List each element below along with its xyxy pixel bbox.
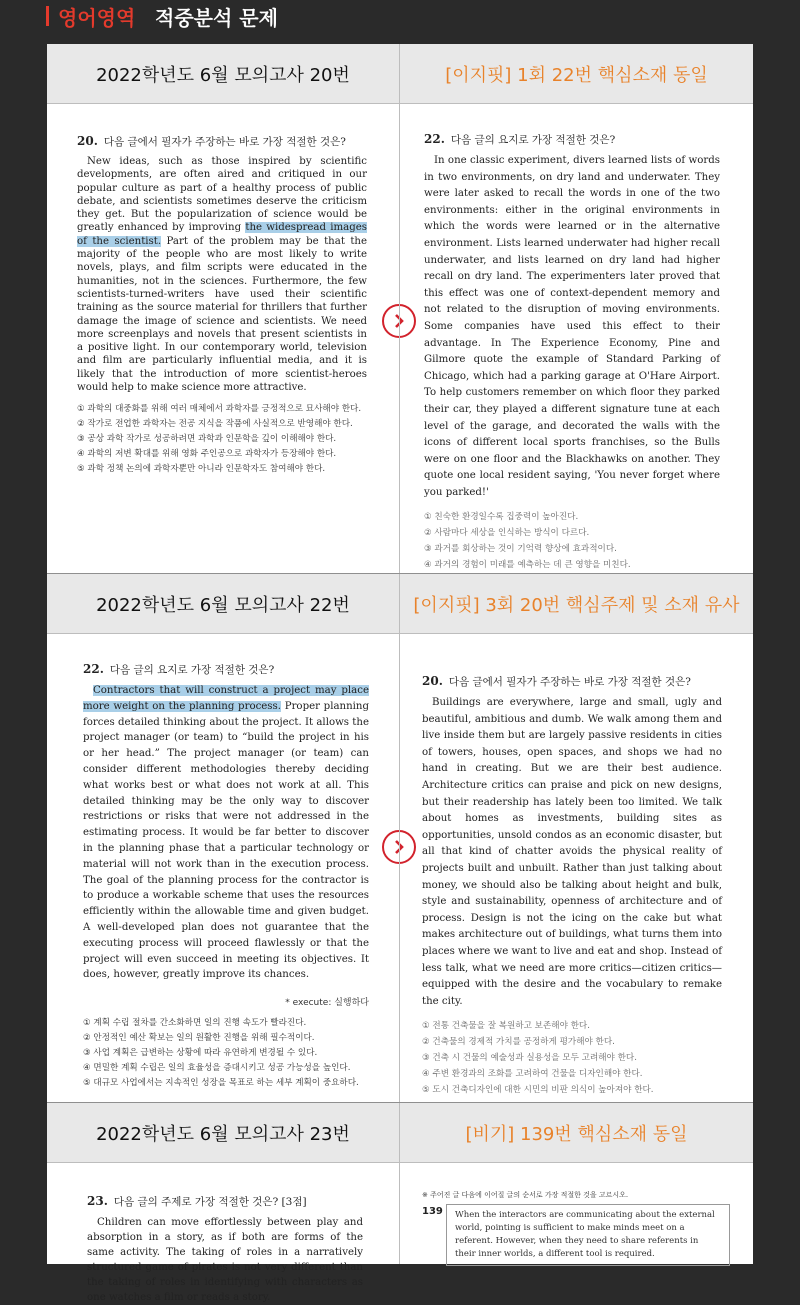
- choice-4: ④ 과학의 저변 확대를 위해 영화 주인공으로 과학자가 등장해야 한다.: [77, 449, 337, 460]
- row3-left-question: [87, 1194, 363, 1303]
- row1-right-header: [이지핏] 1회 22번 핵심소재 동일: [400, 44, 753, 104]
- row1-right-question: [424, 132, 720, 572]
- highlighted-phrase: Contractors that will construct a project may place more weight on the planning process.: [83, 685, 369, 712]
- answer-choices: [77, 402, 367, 477]
- choice-1: ① 계획 수립 절차를 간소화하면 일의 진행 속도가 빨라진다.: [83, 1018, 307, 1029]
- question-heading: 22. 다음 글의 요지로 가장 적절한 것은?: [424, 132, 616, 146]
- question-heading: 20. 다음 글에서 필자가 주장하는 바로 가장 적절한 것은?: [77, 134, 346, 148]
- choice-2: ② 건축물의 경제적 가치를 공정하게 평가해야 한다.: [422, 1037, 615, 1048]
- choice-2: ② 작가로 전업한 과학자는 전공 지식을 작품에 사실적으로 반영해야 한다.: [77, 419, 353, 430]
- instruction-text: ※ 주어진 글 다음에 이어질 글의 순서로 가장 적절한 것을 고르시오.: [422, 1191, 629, 1199]
- choice-2: ② 사람마다 세상을 인식하는 방식이 다르다.: [424, 528, 590, 539]
- question-passage: In one classic experiment, divers learned lists of words in two environments, on dry land and underwater. They were later asked to recall the words in one of the two environments: either in the original environments in which the words were learned or in the alternative environment. Lists learned underwater had higher recall underwater, and lists learned on dry land had higher recall on dry land. The experimenters later proved that this effect was one of context-dependent memory and not related to the disruption of moving environments. Some companies have used this effect to their advantage. In The Experience Economy, Pine and Gilmore quote the example of Standard Parking of Chicago, which had a parking garage at O'Hare Airport. To help customers remember on which floor they parked their car, they played a different signature tune at each level of the garage, and decorated the walls with the icons of different local sports franchises, so the Bulls were on one floor and the Blackhawks on another. They quote one local resident saying, 'You never forget where you parked!': [424, 155, 720, 498]
- row2-right-question: [422, 674, 722, 1104]
- choice-3: ③ 사업 계획은 급변하는 상황에 따라 유연하게 변경될 수 있다.: [83, 1048, 318, 1059]
- choice-1: ① 전통 건축물을 잘 복원하고 보존해야 한다.: [422, 1021, 590, 1032]
- row3-right-header: [비기] 139번 핵심소재 동일: [400, 1103, 753, 1163]
- question-passage: New ideas, such as those inspired by scientific developments, are often aired and critiqued in our popular culture as part of a healthy process of public debate, and scientists sometimes deserve the criticism they get. But the popularization of science would be greatly enhanced by improving the widespread images of the scientist. Part of the problem may be that the majority of the people who are most likely to write novels, plays, and film scripts were educated in the humanities, not in the sciences. Furthermore, the few scientists-turned-writers have used their scientific training as the source material for thrillers that further damage the image of science and scientists. We need more screenplays and novels that present scientists in a positive light. In our contemporary world, television and film are particularly influential media, and it is likely that the introduction of more scientist-heroes would help to make science more attractive.: [77, 156, 368, 394]
- row1-left-header: 2022학년도 6월 모의고사 20번: [47, 44, 399, 104]
- row2-right-header: [이지핏] 3회 20번 핵심주제 및 소재 유사: [400, 574, 753, 634]
- question-passage: Children can move effortlessly between play and absorption in a story, as if both are forms of the same activity. The taking of roles in a narratively structured game of pirates is not very different than the taking of roles in identifying with characters as one watches a film or reads a story.: [87, 1217, 363, 1303]
- page-header: [0, 0, 800, 44]
- column-divider: [399, 574, 400, 1102]
- highlighted-phrase: the widespread images of the scientist.: [77, 222, 368, 247]
- column-divider: [399, 1103, 400, 1264]
- question-heading: 20. 다음 글에서 필자가 주장하는 바로 가장 적절한 것은?: [422, 674, 691, 688]
- answer-choices: [83, 1016, 369, 1091]
- choice-1: ① 친숙한 환경일수록 집중력이 높아진다.: [424, 512, 579, 523]
- title-accent-bar: [46, 6, 49, 26]
- row3-left-header: 2022학년도 6월 모의고사 23번: [47, 1103, 399, 1163]
- row2-left-header: 2022학년도 6월 모의고사 22번: [47, 574, 399, 634]
- choice-1: ① 과학의 대중화를 위해 여러 매체에서 과학자를 긍정적으로 묘사해야 한다.: [77, 404, 362, 415]
- question-number: 139: [422, 1206, 443, 1217]
- row2-left-question: [83, 662, 369, 1102]
- choice-4: ④ 과거의 경험이 미래를 예측하는 데 큰 영향을 미친다.: [424, 560, 631, 571]
- question-passage: Buildings are everywhere, large and small, ugly and beautiful, ambitious and dumb. We walk among them and live inside them but are largely passive residents in cities of towers, houses, open spaces, and shops we had no hand in creating. But we are their best audience. Architecture critics can praise and pick on new designs, but their readership has lately been too limited. We talk about homes as investments, building sites as opportunities, unsold condos as an economic disaster, but all that kind of chatter avoids the physical reality of projects built and unbuilt. Rather than just talking about money, we should also be talking about height and bulk, style and sustainability, openness of architecture and of process. Design is not the icing on the cake but what makes architecture out of buildings, what turns them into places where we want to live and eat and shop. Instead of less talk, what we need are more critics—citizen critics—equipped with the desire and the vocabulary to remake the city.: [422, 697, 722, 1007]
- choice-5: ⑤ 대규모 사업에서는 지속적인 성장을 목표로 하는 세부 계획이 중요하다.: [83, 1078, 359, 1089]
- choice-4: ④ 면밀한 계획 수립은 일의 효율성을 증대시키고 성공 가능성을 높인다.: [83, 1063, 351, 1074]
- choice-3: ③ 과거를 회상하는 것이 기억력 향상에 효과적이다.: [424, 544, 617, 555]
- choice-5: ⑤ 도시 건축디자인에 대한 시민의 비판 의식이 높아져야 한다.: [422, 1085, 654, 1096]
- answer-choices: [422, 1018, 722, 1098]
- page-title: 적중분석 문제: [155, 6, 278, 30]
- choice-5: ⑤ 과학 정책 논의에 과학자뿐만 아니라 인문학자도 참여해야 한다.: [77, 464, 326, 475]
- choice-3: ③ 건축 시 건물의 예술성과 실용성을 모두 고려해야 한다.: [422, 1053, 637, 1064]
- choice-3: ③ 공상 과학 작가로 성공하려면 과학과 인문학을 깊이 이해해야 한다.: [77, 434, 337, 445]
- choice-4: ④ 주변 환경과의 조화를 고려하여 건물을 디자인해야 한다.: [422, 1069, 643, 1080]
- question-heading: 23. 다음 글의 주제로 가장 적절한 것은? [3점]: [87, 1194, 307, 1208]
- page-title-accent: 영어영역: [58, 6, 136, 30]
- row3-right-question: [422, 1190, 732, 1264]
- column-divider: [399, 44, 400, 573]
- given-passage-box: When the interactors are communicating about the external world, pointing is sufficient to make minds meet on a referent. However, when they need to share referents in their inner worlds, a different tool is required.: [446, 1204, 730, 1266]
- vocab-note: * execute: 실행하다: [285, 998, 369, 1009]
- question-passage: Contractors that will construct a project may place more weight on the planning process. Proper planning forces detailed thinking about the project. It allows the project manager (or team) to “build the project in his or her head.” The project manager (or team) can consider different methodologies thereby deciding what works best or what does not work at all. This detailed thinking may be the only way to discover restrictions or risks that were not addressed in the estimating process. It would be far better to discover in the planning phase that a particular technology or material will not work than in the execution process. The goal of the planning process for the contractor is to produce a workable scheme that uses the resources efficiently within the allowable time and given budget. A well-developed plan does not guarantee that the executing process will proceed flawlessly or that the project will even succeed in meeting its objectives. It does, however, greatly improve its chances.: [83, 685, 370, 981]
- question-heading: 22. 다음 글의 요지로 가장 적절한 것은?: [83, 662, 275, 676]
- row1-left-question: [77, 134, 367, 564]
- comparison-sheet: [47, 44, 753, 1303]
- choice-2: ② 안정적인 예산 확보는 일의 원활한 진행을 위해 필수적이다.: [83, 1033, 315, 1044]
